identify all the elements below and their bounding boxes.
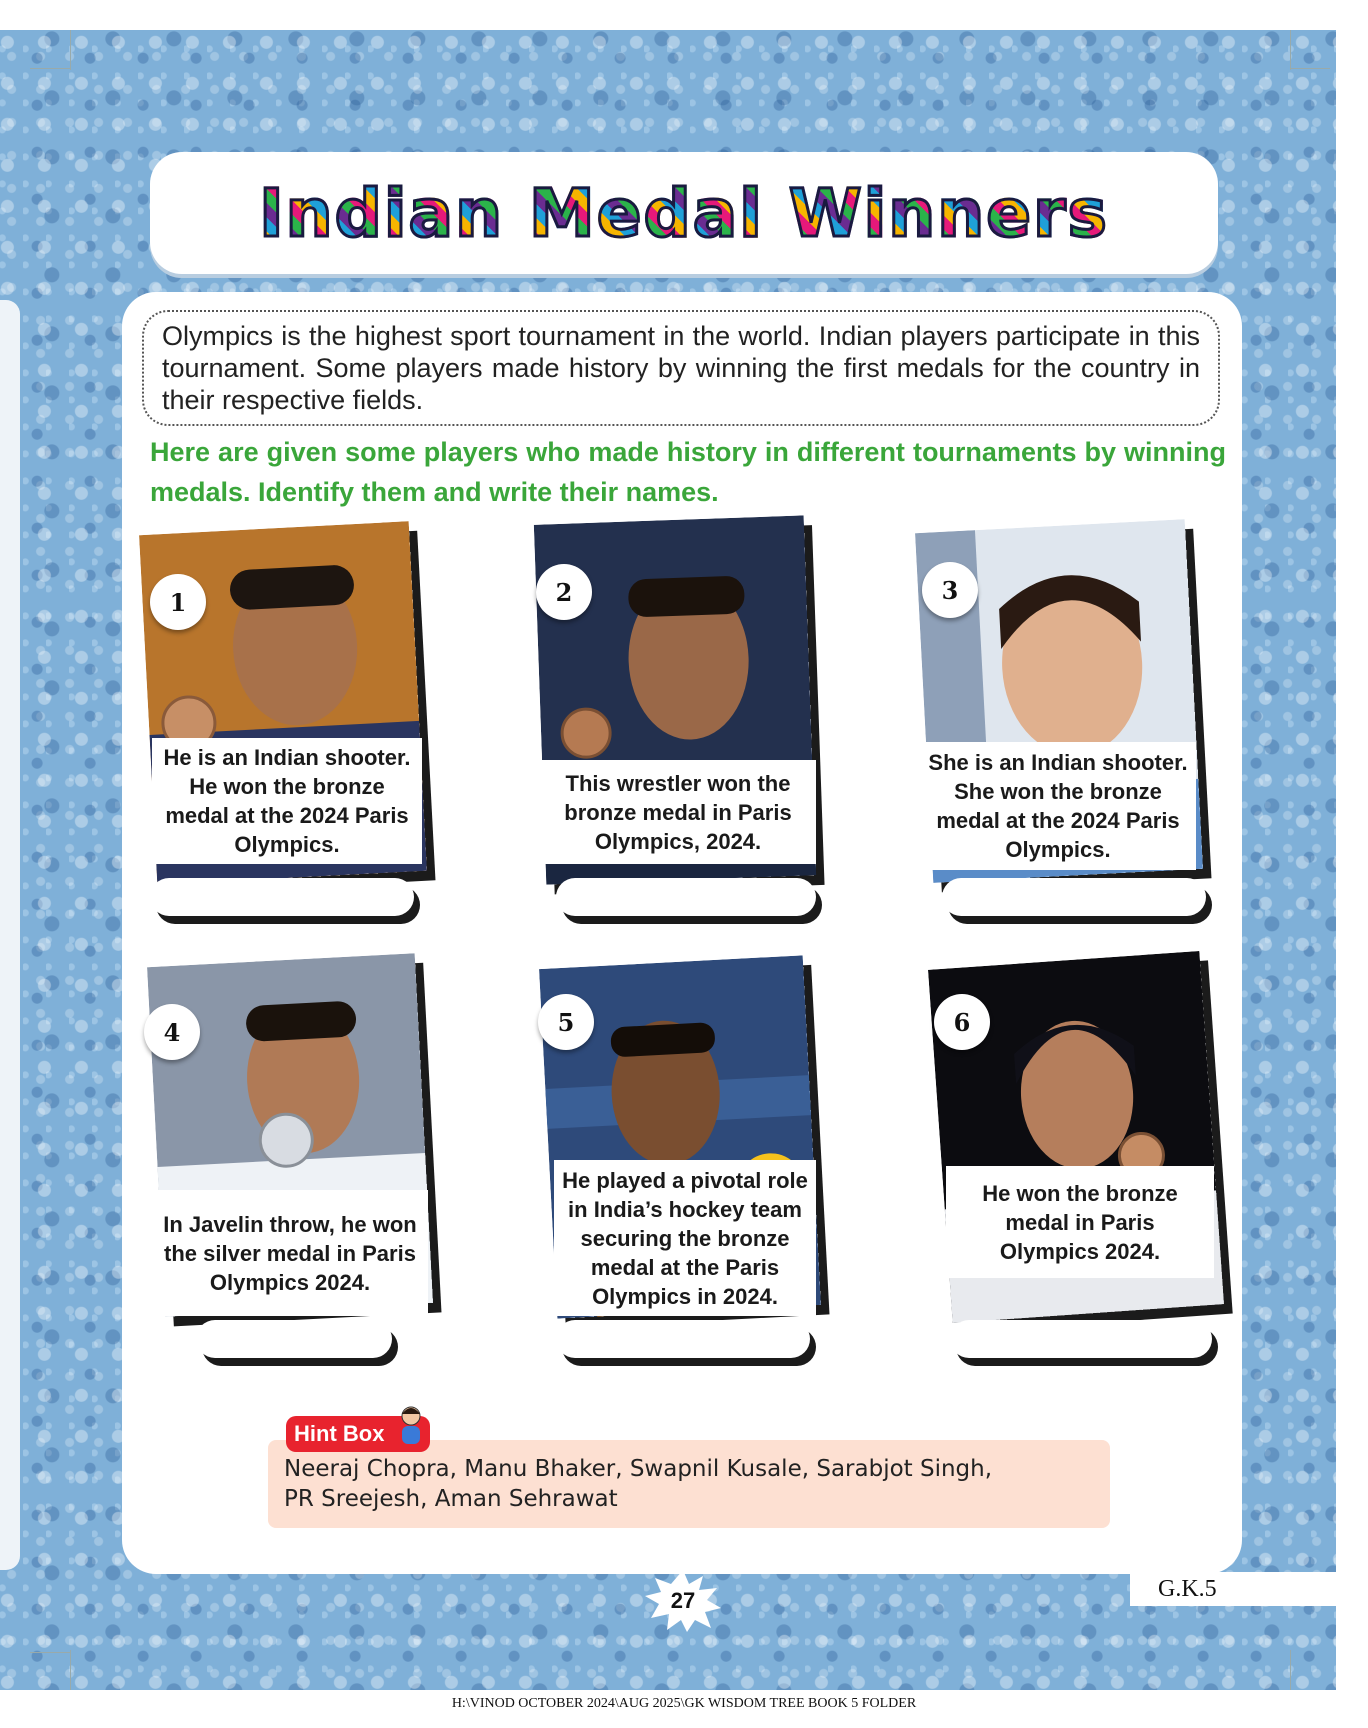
hint-box-label-text: Hint Box	[294, 1421, 385, 1446]
card-4-number: 4	[144, 1004, 200, 1060]
crop-mark	[70, 1650, 71, 1690]
card-4-answer-field[interactable]	[196, 1320, 392, 1358]
card-2-number: 2	[536, 564, 592, 620]
instruction-text: Here are given some players who made history in different tournaments by winning medals. Identify them and write their names.	[150, 437, 1226, 507]
crop-mark	[1290, 1650, 1291, 1690]
card-5-number: 5	[538, 994, 594, 1050]
crop-mark	[70, 30, 71, 70]
card-6-number: 6	[934, 994, 990, 1050]
left-edge-strip	[0, 300, 20, 1570]
hint-names-line-2: PR Sreejesh, Aman Sehrawat	[284, 1486, 618, 1512]
card-1-number: 1	[150, 574, 206, 630]
card-3-number: 3	[922, 562, 978, 618]
card-2-answer-field[interactable]	[556, 878, 816, 916]
page-title: Indian Medal Winners	[259, 174, 1109, 252]
card-4-caption: In Javelin throw, he won the silver medal in Paris Olympics 2024.	[152, 1190, 428, 1316]
crop-mark	[1290, 30, 1291, 70]
card-3-answer-field[interactable]	[942, 878, 1206, 916]
card-2-caption: This wrestler won the bronze medal in Paris Olympics, 2024.	[540, 760, 816, 864]
card-5-answer-field[interactable]	[556, 1320, 810, 1358]
book-label: G.K.5	[1130, 1572, 1336, 1606]
card-3-caption: She is an Indian shooter. She won the bronze medal at the 2024 Paris Olympics.	[920, 742, 1196, 870]
hint-box	[268, 1440, 1110, 1528]
hint-names-line-1: Neeraj Chopra, Manu Bhaker, Swapnil Kusale, Sarabjot Singh,	[284, 1456, 993, 1482]
card-6-answer-field[interactable]	[950, 1320, 1212, 1358]
crop-mark	[30, 68, 70, 69]
thinking-kid-icon	[398, 1404, 424, 1446]
page-number: 27	[670, 1588, 696, 1613]
footer-file-path: H:\VINOD OCTOBER 2024\AUG 2025\GK WISDOM TREE BOOK 5 FOLDER	[451, 1696, 917, 1711]
intro-text: Olympics is the highest sport tournament in the world. Indian players participate in this tournament. Some players made history by winning the first medals for the country in their respective fields.	[142, 310, 1220, 426]
card-6-caption: He won the bronze medal in Paris Olympics 2024.	[946, 1166, 1214, 1278]
hint-box-label	[286, 1416, 430, 1452]
card-1-answer-field[interactable]	[150, 878, 414, 916]
title-banner	[150, 152, 1218, 274]
crop-mark	[1290, 68, 1330, 69]
crop-mark	[30, 1652, 70, 1653]
card-1-caption: He is an Indian shooter. He won the bronze medal at the 2024 Paris Olympics.	[152, 738, 422, 864]
card-5-caption: He played a pivotal role in India’s hockey team securing the bronze medal at the Paris Olympics in 2024.	[554, 1160, 816, 1316]
